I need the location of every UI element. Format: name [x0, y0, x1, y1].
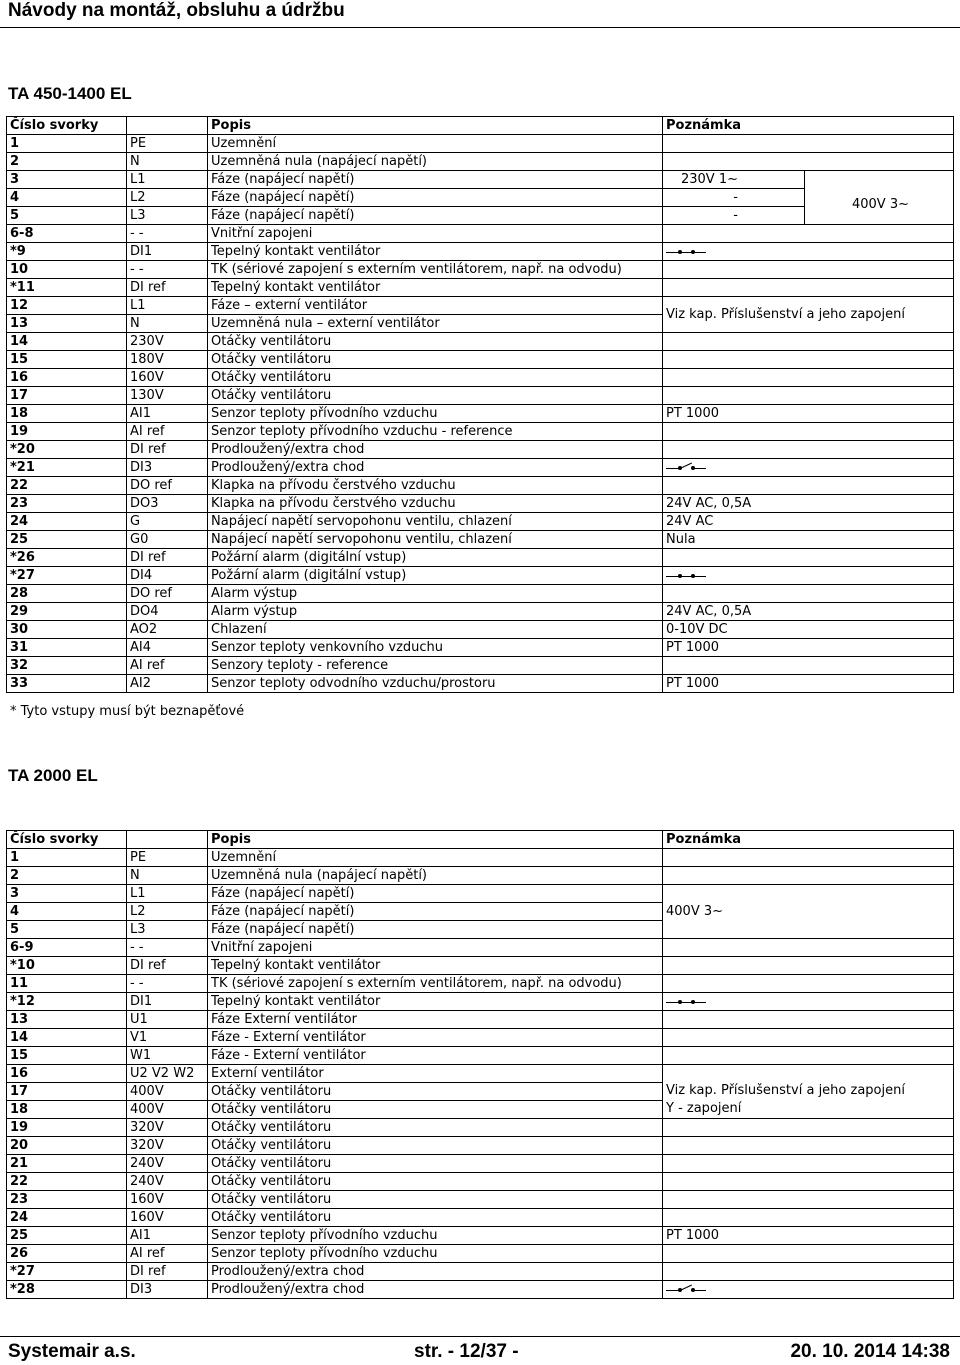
- terminal-description: Vnitřní zapojeni: [208, 225, 663, 243]
- terminal-description: Tepelný kontakt ventilátor: [208, 279, 663, 297]
- terminal-code: L3: [127, 921, 208, 939]
- terminal-description: Senzor teploty přívodního vzduchu - reference: [208, 423, 663, 441]
- terminal-note: Nula: [663, 531, 954, 549]
- terminal-number: *28: [7, 1281, 127, 1299]
- terminal-number: 20: [7, 1137, 127, 1155]
- terminal-number: 19: [7, 423, 127, 441]
- terminal-code: 400V: [127, 1083, 208, 1101]
- table-row: [7, 1065, 954, 1083]
- terminal-code: 160V: [127, 1191, 208, 1209]
- terminal-description: Externí ventilátor: [208, 1065, 663, 1083]
- terminal-number: 6-9: [7, 939, 127, 957]
- terminal-number: 2: [7, 153, 127, 171]
- table-row: [7, 1029, 954, 1047]
- terminal-code: DO4: [127, 603, 208, 621]
- table-row: [7, 477, 954, 495]
- terminal-description: Fáze (napájecí napětí): [208, 885, 663, 903]
- terminal-code: DI1: [127, 993, 208, 1011]
- table-row: [7, 867, 954, 885]
- terminal-description: Senzor teploty přívodního vzduchu: [208, 405, 663, 423]
- terminal-code: L1: [127, 885, 208, 903]
- terminal-number: 14: [7, 1029, 127, 1047]
- terminal-note: [663, 1263, 954, 1281]
- terminal-description: Alarm výstup: [208, 603, 663, 621]
- terminal-description: Fáze - Externí ventilátor: [208, 1029, 663, 1047]
- terminal-number: *27: [7, 1263, 127, 1281]
- terminal-number: 25: [7, 1227, 127, 1245]
- terminal-note: [663, 585, 954, 603]
- terminal-note: [663, 975, 954, 993]
- terminal-note: [663, 423, 954, 441]
- terminal-description: Fáze (napájecí napětí): [208, 207, 663, 225]
- terminal-number: 28: [7, 585, 127, 603]
- terminal-code: V1: [127, 1029, 208, 1047]
- terminal-description: Fáze (napájecí napětí): [208, 189, 663, 207]
- table-row: [7, 369, 954, 387]
- terminal-code: DO ref: [127, 585, 208, 603]
- table-row: [7, 261, 954, 279]
- terminal-number: 5: [7, 921, 127, 939]
- terminal-number: 15: [7, 351, 127, 369]
- normally-open-contact-icon: [666, 247, 706, 257]
- terminal-code: L1: [127, 297, 208, 315]
- terminal-description: Otáčky ventilátoru: [208, 333, 663, 351]
- terminal-description: Napájecí napětí servopohonu ventilu, chlazení: [208, 513, 663, 531]
- terminal-code: AO2: [127, 621, 208, 639]
- terminal-number: 23: [7, 1191, 127, 1209]
- terminal-number: 12: [7, 297, 127, 315]
- terminal-code: 240V: [127, 1155, 208, 1173]
- terminal-description: TK (sériové zapojení s externím ventilátorem, např. na odvodu): [208, 261, 663, 279]
- terminal-number: 4: [7, 189, 127, 207]
- terminal-description: Senzory teploty - reference: [208, 657, 663, 675]
- table-row: [7, 1245, 954, 1263]
- terminal-note: [663, 939, 954, 957]
- terminal-note: [663, 477, 954, 495]
- terminal-number: 33: [7, 675, 127, 693]
- terminal-note: [663, 957, 954, 975]
- terminal-note: [663, 1209, 954, 1227]
- terminal-code: 320V: [127, 1137, 208, 1155]
- terminal-description: Uzemněná nula – externí ventilátor: [208, 315, 663, 333]
- terminal-number: 3: [7, 885, 127, 903]
- terminal-note: [663, 549, 954, 567]
- table-row: [7, 621, 954, 639]
- terminal-code: AI ref: [127, 657, 208, 675]
- terminal-description: Tepelný kontakt ventilátor: [208, 243, 663, 261]
- table-row: [7, 1137, 954, 1155]
- terminal-code: U1: [127, 1011, 208, 1029]
- terminal-code: AI ref: [127, 423, 208, 441]
- terminal-note: [663, 369, 954, 387]
- terminal-note: [663, 1047, 954, 1065]
- normally-open-contact-icon: [666, 997, 706, 1007]
- terminal-code: G: [127, 513, 208, 531]
- terminal-note: PT 1000: [663, 405, 954, 423]
- terminal-number: *11: [7, 279, 127, 297]
- table-header-row: [7, 117, 954, 135]
- terminal-code: N: [127, 315, 208, 333]
- terminal-note: [663, 867, 954, 885]
- terminal-number: 13: [7, 315, 127, 333]
- normally-open-contact-icon: [666, 571, 706, 581]
- terminal-description: Uzemnění: [208, 135, 663, 153]
- terminal-number: 18: [7, 405, 127, 423]
- terminal-note: [663, 1137, 954, 1155]
- terminal-note: [663, 1119, 954, 1137]
- terminal-code: AI1: [127, 405, 208, 423]
- terminal-note: PT 1000: [663, 675, 954, 693]
- terminal-number: 13: [7, 1011, 127, 1029]
- table-row: [7, 567, 954, 585]
- terminal-number: 31: [7, 639, 127, 657]
- table-row: [7, 1155, 954, 1173]
- table-row: [7, 225, 954, 243]
- terminal-code: DO ref: [127, 477, 208, 495]
- table-row: [7, 549, 954, 567]
- terminal-description: Prodloužený/extra chod: [208, 1281, 663, 1299]
- terminal-code: N: [127, 867, 208, 885]
- table-row: [7, 1119, 954, 1137]
- table-row: [7, 297, 954, 315]
- terminal-number: *20: [7, 441, 127, 459]
- table-row: [7, 423, 954, 441]
- terminal-note: [663, 279, 954, 297]
- table-row: [7, 495, 954, 513]
- document-header-title: Návody na montáž, obsluhu a údržbu: [8, 0, 345, 21]
- terminal-description: Otáčky ventilátoru: [208, 1173, 663, 1191]
- terminal-note: 0-10V DC: [663, 621, 954, 639]
- terminal-note: [663, 657, 954, 675]
- terminal-description: Tepelný kontakt ventilátor: [208, 993, 663, 1011]
- table-row: [7, 885, 954, 903]
- terminal-code: L2: [127, 189, 208, 207]
- terminal-number: 3: [7, 171, 127, 189]
- column-header-description: Popis: [208, 831, 663, 849]
- terminal-note: [663, 261, 954, 279]
- terminal-number: 30: [7, 621, 127, 639]
- terminal-table-ta450: [6, 116, 954, 693]
- terminal-note: 230V 1~: [663, 171, 805, 189]
- table-row: [7, 675, 954, 693]
- table-row: [7, 531, 954, 549]
- table-row: [7, 1173, 954, 1191]
- terminal-description: Alarm výstup: [208, 585, 663, 603]
- column-header-note: Poznámka: [663, 831, 954, 849]
- terminal-code: N: [127, 153, 208, 171]
- terminal-note: [663, 351, 954, 369]
- terminal-note: [663, 243, 954, 261]
- terminal-description: Otáčky ventilátoru: [208, 369, 663, 387]
- terminal-code: - -: [127, 939, 208, 957]
- terminal-code: L1: [127, 171, 208, 189]
- table-row: [7, 351, 954, 369]
- terminal-note: [663, 1155, 954, 1173]
- terminal-code: - -: [127, 225, 208, 243]
- terminal-note: [663, 1281, 954, 1299]
- terminal-description: Fáze (napájecí napětí): [208, 171, 663, 189]
- terminal-description: Senzor teploty přívodního vzduchu: [208, 1227, 663, 1245]
- table-row: [7, 441, 954, 459]
- table-row: [7, 153, 954, 171]
- terminal-description: Napájecí napětí servopohonu ventilu, chlazení: [208, 531, 663, 549]
- terminal-number: 14: [7, 333, 127, 351]
- terminal-number: 11: [7, 975, 127, 993]
- terminal-code: 130V: [127, 387, 208, 405]
- terminal-note: [663, 1011, 954, 1029]
- table-row: [7, 171, 954, 189]
- terminal-note: 24V AC: [663, 513, 954, 531]
- terminal-code: W1: [127, 1047, 208, 1065]
- terminal-number: 18: [7, 1101, 127, 1119]
- terminal-description: Otáčky ventilátoru: [208, 1119, 663, 1137]
- terminal-description: Otáčky ventilátoru: [208, 1101, 663, 1119]
- terminal-number: 16: [7, 369, 127, 387]
- terminal-code: 160V: [127, 1209, 208, 1227]
- terminal-description: Otáčky ventilátoru: [208, 1083, 663, 1101]
- table-row: [7, 459, 954, 477]
- terminal-code: DI3: [127, 1281, 208, 1299]
- terminal-code: 400V: [127, 1101, 208, 1119]
- terminal-number: 15: [7, 1047, 127, 1065]
- terminal-description: Uzemnění: [208, 849, 663, 867]
- terminal-number: 26: [7, 1245, 127, 1263]
- terminal-note: -: [663, 189, 805, 207]
- terminal-number: *10: [7, 957, 127, 975]
- terminal-code: PE: [127, 135, 208, 153]
- terminal-number: 1: [7, 849, 127, 867]
- terminal-number: *21: [7, 459, 127, 477]
- terminal-note: [663, 387, 954, 405]
- terminal-note: [663, 333, 954, 351]
- table-row: [7, 1011, 954, 1029]
- section1-title: TA 450-1400 EL: [8, 84, 132, 103]
- terminal-note: [663, 567, 954, 585]
- supply-voltage-note: 400V 3~: [663, 885, 954, 939]
- terminal-number: 29: [7, 603, 127, 621]
- table-row: [7, 333, 954, 351]
- terminal-description: Tepelný kontakt ventilátor: [208, 957, 663, 975]
- terminal-note: [663, 1029, 954, 1047]
- table-row: [7, 657, 954, 675]
- terminal-code: DI ref: [127, 279, 208, 297]
- header-rule: [0, 27, 960, 28]
- accessory-reference-note: [663, 1065, 954, 1119]
- column-header-terminal: Číslo svorky: [7, 831, 127, 849]
- terminal-description: Klapka na přívodu čerstvého vzduchu: [208, 495, 663, 513]
- table-row: [7, 639, 954, 657]
- terminal-code: DI1: [127, 243, 208, 261]
- terminal-code: 230V: [127, 333, 208, 351]
- terminal-note: PT 1000: [663, 639, 954, 657]
- table-row: [7, 1191, 954, 1209]
- table-row: [7, 1281, 954, 1299]
- table-row: [7, 513, 954, 531]
- table-row: [7, 135, 954, 153]
- terminal-description: Otáčky ventilátoru: [208, 1155, 663, 1173]
- accessory-reference-note: Viz kap. Příslušenství a jeho zapojení: [663, 297, 954, 333]
- table-row: [7, 279, 954, 297]
- terminal-number: 22: [7, 1173, 127, 1191]
- table-row: [7, 1227, 954, 1245]
- terminal-note: [663, 1191, 954, 1209]
- terminal-code: DI ref: [127, 549, 208, 567]
- terminal-description: Prodloužený/extra chod: [208, 441, 663, 459]
- terminal-description: Uzemněná nula (napájecí napětí): [208, 153, 663, 171]
- terminal-description: Fáze Externí ventilátor: [208, 1011, 663, 1029]
- terminal-code: DI ref: [127, 441, 208, 459]
- terminal-note: [663, 993, 954, 1011]
- terminal-description: Prodloužený/extra chod: [208, 1263, 663, 1281]
- terminal-code: - -: [127, 261, 208, 279]
- terminal-description: Fáze – externí ventilátor: [208, 297, 663, 315]
- footer-page-number: str. - 12/37 -: [414, 1341, 519, 1362]
- terminal-code: 320V: [127, 1119, 208, 1137]
- column-header-note: Poznámka: [663, 117, 954, 135]
- terminal-code: DI ref: [127, 957, 208, 975]
- terminal-description: Požární alarm (digitální vstup): [208, 549, 663, 567]
- terminal-code: AI ref: [127, 1245, 208, 1263]
- terminal-description: Otáčky ventilátoru: [208, 351, 663, 369]
- terminal-code: DI4: [127, 567, 208, 585]
- terminal-number: *27: [7, 567, 127, 585]
- table-row: [7, 603, 954, 621]
- terminal-description: Klapka na přívodu čerstvého vzduchu: [208, 477, 663, 495]
- table-row: [7, 957, 954, 975]
- column-header-code: [127, 831, 208, 849]
- terminal-number: 25: [7, 531, 127, 549]
- terminal-description: Fáze (napájecí napětí): [208, 921, 663, 939]
- terminal-code: G0: [127, 531, 208, 549]
- table-row: [7, 243, 954, 261]
- terminal-note: 24V AC, 0,5A: [663, 495, 954, 513]
- table-row: [7, 849, 954, 867]
- table-row: [7, 1209, 954, 1227]
- terminal-note: [663, 225, 954, 243]
- terminal-note: [663, 135, 954, 153]
- terminal-note: -: [663, 207, 805, 225]
- terminal-number: 2: [7, 867, 127, 885]
- terminal-note: [663, 849, 954, 867]
- terminal-number: 5: [7, 207, 127, 225]
- terminal-description: Chlazení: [208, 621, 663, 639]
- footer-date: 20. 10. 2014 14:38: [790, 1341, 950, 1362]
- table-row: [7, 387, 954, 405]
- terminal-number: 4: [7, 903, 127, 921]
- supply-voltage-note: 400V 3~: [805, 171, 954, 225]
- terminal-number: 23: [7, 495, 127, 513]
- terminal-number: 17: [7, 1083, 127, 1101]
- terminal-code: PE: [127, 849, 208, 867]
- terminal-code: DI ref: [127, 1263, 208, 1281]
- terminal-description: Otáčky ventilátoru: [208, 1209, 663, 1227]
- terminal-number: *9: [7, 243, 127, 261]
- table-row: [7, 585, 954, 603]
- terminal-description: Prodloužený/extra chod: [208, 459, 663, 477]
- accessory-note-line1: Viz kap. Příslušenství a jeho zapojení: [666, 1083, 905, 1098]
- terminal-description: TK (sériové zapojení s externím ventilátorem, např. na odvodu): [208, 975, 663, 993]
- terminal-code: DI3: [127, 459, 208, 477]
- terminal-note: [663, 459, 954, 477]
- terminal-number: 21: [7, 1155, 127, 1173]
- terminal-description: Otáčky ventilátoru: [208, 387, 663, 405]
- normally-closed-contact-icon: [666, 463, 706, 473]
- terminal-description: Senzor teploty odvodního vzduchu/prostoru: [208, 675, 663, 693]
- table-row: [7, 939, 954, 957]
- terminal-code: 160V: [127, 369, 208, 387]
- terminal-number: *26: [7, 549, 127, 567]
- terminal-description: Uzemněná nula (napájecí napětí): [208, 867, 663, 885]
- terminal-number: 22: [7, 477, 127, 495]
- terminal-code: L2: [127, 903, 208, 921]
- terminal-number: 32: [7, 657, 127, 675]
- terminal-code: AI4: [127, 639, 208, 657]
- table-row: [7, 1263, 954, 1281]
- terminal-number: 24: [7, 513, 127, 531]
- terminal-description: Vnitřní zapojeni: [208, 939, 663, 957]
- terminal-note: [663, 153, 954, 171]
- terminal-number: 17: [7, 387, 127, 405]
- terminal-number: 1: [7, 135, 127, 153]
- table-row: [7, 1047, 954, 1065]
- terminal-number: 19: [7, 1119, 127, 1137]
- terminal-number: 16: [7, 1065, 127, 1083]
- terminal-number: 6-8: [7, 225, 127, 243]
- terminal-note: [663, 441, 954, 459]
- terminal-code: AI1: [127, 1227, 208, 1245]
- footer-rule: [0, 1336, 960, 1337]
- table-row: [7, 993, 954, 1011]
- terminal-description: Otáčky ventilátoru: [208, 1191, 663, 1209]
- terminal-note: [663, 1245, 954, 1263]
- table-row: [7, 975, 954, 993]
- terminal-description: Senzor teploty venkovního vzduchu: [208, 639, 663, 657]
- terminal-code: L3: [127, 207, 208, 225]
- terminal-description: Fáze (napájecí napětí): [208, 903, 663, 921]
- terminal-description: Požární alarm (digitální vstup): [208, 567, 663, 585]
- terminal-description: Otáčky ventilátoru: [208, 1137, 663, 1155]
- normally-closed-contact-icon: [666, 1285, 706, 1295]
- column-header-code: [127, 117, 208, 135]
- terminal-description: Fáze - Externí ventilátor: [208, 1047, 663, 1065]
- footer-company: Systemair a.s.: [8, 1341, 136, 1362]
- terminal-table-ta2000: [6, 830, 954, 1299]
- terminal-number: 10: [7, 261, 127, 279]
- terminal-code: - -: [127, 975, 208, 993]
- footnote: * Tyto vstupy musí být beznapěťové: [10, 704, 245, 719]
- accessory-note-line2: Y - zapojení: [666, 1101, 742, 1116]
- terminal-note: PT 1000: [663, 1227, 954, 1245]
- column-header-description: Popis: [208, 117, 663, 135]
- terminal-number: 24: [7, 1209, 127, 1227]
- column-header-terminal: Číslo svorky: [7, 117, 127, 135]
- terminal-code: 240V: [127, 1173, 208, 1191]
- table-header-row: [7, 831, 954, 849]
- terminal-code: U2 V2 W2: [127, 1065, 208, 1083]
- section2-title: TA 2000 EL: [8, 766, 98, 785]
- terminal-description: Senzor teploty přívodního vzduchu: [208, 1245, 663, 1263]
- terminal-code: AI2: [127, 675, 208, 693]
- table-row: [7, 405, 954, 423]
- terminal-note: [663, 1173, 954, 1191]
- terminal-note: 24V AC, 0,5A: [663, 603, 954, 621]
- terminal-code: DO3: [127, 495, 208, 513]
- terminal-code: 180V: [127, 351, 208, 369]
- terminal-number: *12: [7, 993, 127, 1011]
